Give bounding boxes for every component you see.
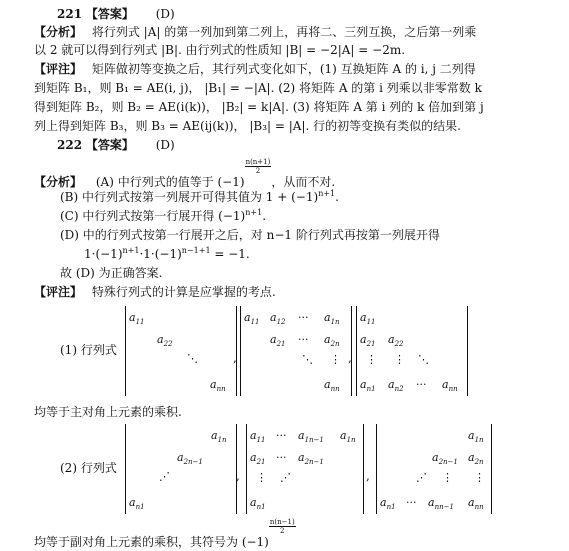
q222-conclusion: 故 (D) 为正确答案. bbox=[60, 266, 163, 280]
q222-analysis-d: (D) 中的行列式按第一行展开之后，对 n−1 阶行列式再按第一列展开得 bbox=[60, 228, 440, 242]
q222-header bbox=[57, 137, 175, 154]
exponent-fraction: $\frac{n(n-1)}{2}$ bbox=[269, 518, 295, 535]
q221-comment-line2: 到矩阵 B₁，则 B₁ = AE(i, j)， |B₁| = −|A|. (2) 将矩阵 A 的第 i 列乘以非零常数 k bbox=[34, 81, 482, 95]
lower-anti-triangular-determinant: $a_{1n}$ $a_{2n-1}$ $a_{2n}$ ⋰ ⋮ ⋮ $a_{n1}$ ··· $a_{nn-1}$ $a_{nn}$ bbox=[376, 424, 492, 514]
question-number: 222 bbox=[57, 138, 83, 152]
document-page: 221 【答案】 (D) 【分析】 将行列式 |A| 的第一列加到第二列上，再将二、三列互换，之后第一列乘 以 2 就可以得到行列式 |B|. 由行列式的性质知 |B| = −2|A| = −2m. 【评注】 矩阵做初等变换之后，其行列式变化如下，(1) 互换矩阵 A 的 i, j 二列得 到矩阵 B₁，则 B₁ = AE(i, j)， |B₁| = −|A|. (2) 将矩阵 A 的第 i 列乘以非零常数 k 得到矩阵 B₂，则 B₂ = AE(i(k))， |B₂| = k|A|. (3) 将矩阵 A 第 i 列的 k 倍加到第 j 列上得到矩阵 B₃，则 B₃ = AE(ij(k))， |B₃| = |A|. 行的初等变换有类似的结果. 222 【答案】 (D) 【分析】 (A) 中行列式的值等于 (−1) $\frac{n(n+1)}{2}$ ，从而不对. (B) 中行列式按第一列展开可得其值为 $1 + (-1)^{n+1}$. (C) 中行列式按第一行展开得 $(-1)^{n+1}$. (D) 中的行列式按第一行展开之后，对 n−1 阶行列式再按第一列展开得 $1\cdot(-1)^{n+1}\cdot 1\cdot(-1)^{n-1+1} = -1$. 故 (D) 为正确答案. 【评注】 特殊行列式的计算是应掌握的考点. (1) 行列式 $a_{11}$ $a_{22}$ ⋱ $a_{nn}$ , $a_{11}$ $a_{12}$ ··· $a_{1n}$ $a_{21}$ ··· $a_{2n}$ ⋱ ⋮ $a_{nn}$ , $a_{11}$ $a_{21}$ $a_{22}$ ⋮ ⋮ ⋱ $a_{n1}$ $a_{n2}$ ··· $a_{nn}$ 均等于主对角上元素的乘积. (2) 行列式 $a_{1n}$ $a_{2n-1}$ ⋰ $a_{n1}$ , $a_{11}$ ··· $a_{1n-1}$ $a_{1n}$ $a_{21}$ ··· $a_{2n-1}$ ⋮ ⋰ $a_{n1}$ , $a_{1n}$ $a_{2n-1}$ $a_{2n}$ ⋰ ⋮ ⋮ $a_{n1}$ ··· $a_{nn-1}$ $a_{nn}$ 均等于副对角上元素的乘积，其符号为 (−1) $\frac{n(n-1)}{2}$ bbox=[0, 0, 569, 551]
case1-summary: 均等于主对角上元素的乘积. bbox=[34, 405, 182, 419]
case1-label: (1) 行列式 bbox=[60, 343, 117, 357]
anti-diagonal-determinant: $a_{1n}$ $a_{2n-1}$ ⋰ $a_{n1}$ bbox=[125, 424, 237, 514]
lower-triangular-determinant: $a_{11}$ $a_{21}$ $a_{22}$ ⋮ ⋮ ⋱ $a_{n1}$ $a_{n2}$ ··· $a_{nn}$ bbox=[356, 306, 468, 396]
answer-value: (D) bbox=[155, 7, 175, 21]
q221-header bbox=[57, 6, 175, 23]
case2-label: (2) 行列式 bbox=[60, 461, 117, 475]
q221-comment-line3: 得到矩阵 B₂，则 B₂ = AE(i(k))， |B₂| = k|A|. (3) 将矩阵 A 第 i 列的 k 倍加到第 j bbox=[34, 100, 484, 114]
upper-triangular-determinant: $a_{11}$ $a_{12}$ ··· $a_{1n}$ $a_{21}$ ··· $a_{2n}$ ⋱ ⋮ $a_{nn}$ bbox=[240, 306, 352, 396]
exponent-fraction: $\frac{n(n+1)}{2}$ bbox=[245, 158, 271, 175]
upper-anti-triangular-determinant: $a_{11}$ ··· $a_{1n-1}$ $a_{1n}$ $a_{21}$ ··· $a_{2n-1}$ ⋮ ⋰ $a_{n1}$ bbox=[246, 424, 364, 514]
q221-analysis-line2: 以 2 就可以得到行列式 |B|. 由行列式的性质知 |B| = −2|A| = −2m. bbox=[34, 43, 406, 57]
q221-comment-line1: 【评注】 矩阵做初等变换之后，其行列式变化如下，(1) 互换矩阵 A 的 i, j 二列得 bbox=[34, 62, 476, 76]
q222-comment: 【评注】 特殊行列式的计算是应掌握的考点. bbox=[34, 285, 276, 299]
diagonal-determinant: $a_{11}$ $a_{22}$ ⋱ $a_{nn}$ bbox=[125, 306, 237, 396]
q222-analysis-b: (B) 中行列式按第一列展开可得其值为 $1 + (-1)^{n+1}$. bbox=[60, 189, 339, 204]
q221-analysis-line1: 【分析】 将行列式 |A| 的第一列加到第二列上，再将二、三列互换，之后第一列乘 bbox=[34, 25, 477, 39]
q222-formula-d: $1\cdot(-1)^{n+1}\cdot 1\cdot(-1)^{n-1+1} = -1$. bbox=[84, 246, 250, 261]
question-number: 221 bbox=[57, 7, 83, 21]
q222-analysis-a: 【分析】 (A) 中行列式的值等于 (−1) $\frac{n(n+1)}{2}$ ，从而不对. bbox=[34, 158, 336, 189]
answer-label: 【答案】 bbox=[85, 138, 134, 152]
q222-analysis-c: (C) 中行列式按第一行展开得 $(-1)^{n+1}$. bbox=[60, 208, 267, 223]
case2-summary: 均等于副对角上元素的乘积，其符号为 (−1) $\frac{n(n-1)}{2}$ bbox=[34, 518, 295, 549]
q221-comment-line4: 列上得到矩阵 B₃，则 B₃ = AE(ij(k))， |B₃| = |A|. 行的初等变换有类似的结果. bbox=[34, 119, 461, 133]
answer-value: (D) bbox=[155, 138, 175, 152]
answer-label: 【答案】 bbox=[85, 7, 134, 21]
